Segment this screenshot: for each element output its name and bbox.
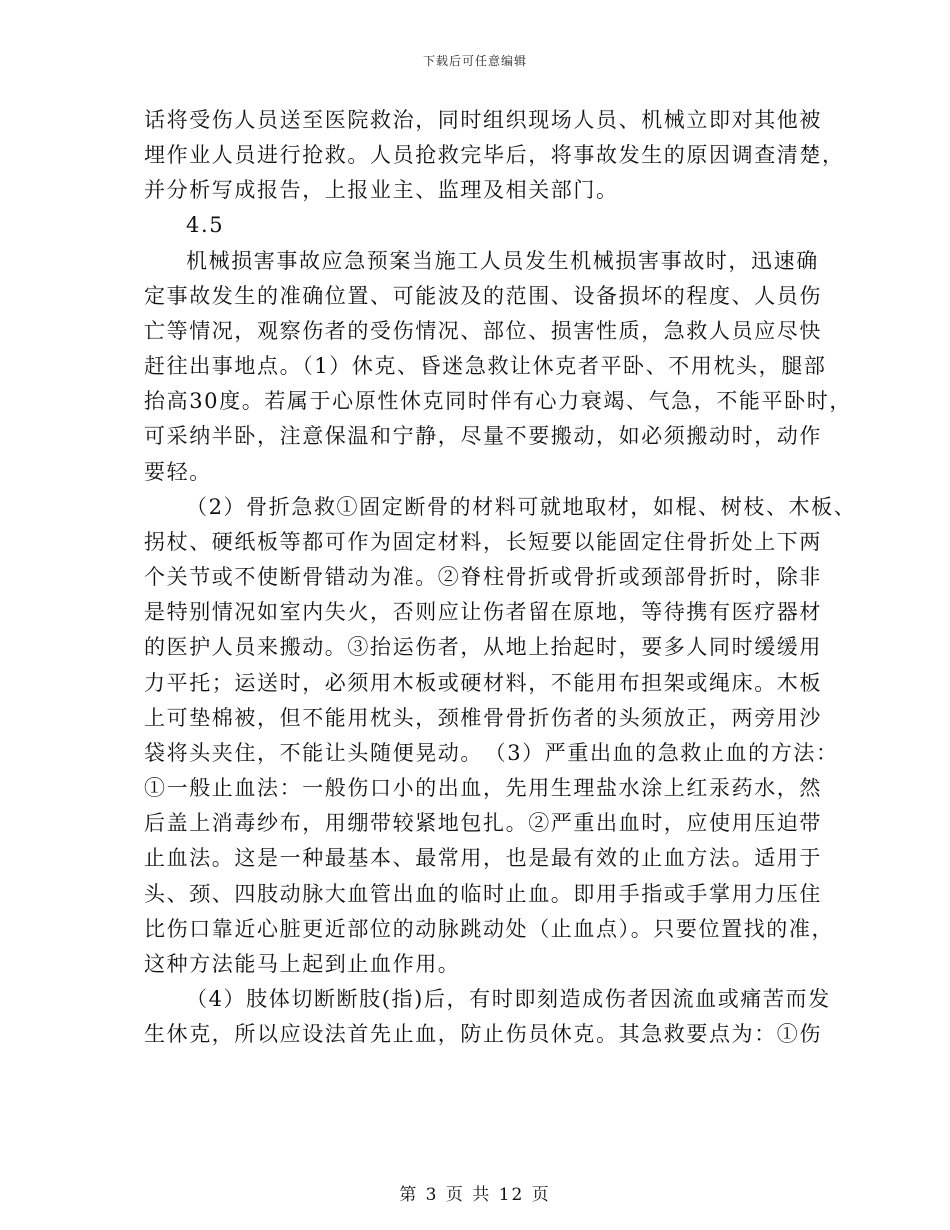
text-line: 上可垫棉被，但不能用枕头，颈椎骨骨折伤者的头须放正，两旁用沙 <box>144 706 822 730</box>
text-line: （2）骨折急救①固定断骨的材料可就地取材，如棍、树枝、木板、 <box>186 495 857 519</box>
text-line: 定事故发生的准确位置、可能波及的范围、设备损坏的程度、人员伤 <box>144 284 822 308</box>
text-line: 抬高30度。若属于心原性休克同时伴有心力衰竭、气急，不能平卧时， <box>144 389 852 413</box>
text-line: 亡等情况，观察伤者的受伤情况、部位、损害性质，急救人员应尽快 <box>144 319 822 343</box>
text-line: 袋将头夹住，不能让头随便晃动。 （3）严重出血的急救止血的方法： <box>144 741 839 765</box>
text-line: 机械损害事故应急预案当施工人员发生机械损害事故时，迅速确 <box>186 249 819 273</box>
text-line: ①一般止血法：一般伤口小的出血，先用生理盐水涂上红汞药水，然 <box>144 776 822 800</box>
text-line: 拐杖、硬纸板等都可作为固定材料，长短要以能固定住骨折处上下两 <box>144 530 822 554</box>
text-line: 力平托；运送时，必须用木板或硬材料，不能用布担架或绳床。木板 <box>144 671 822 695</box>
text-line: 这种方法能马上起到止血作用。 <box>144 952 461 976</box>
text-line: 生休克，所以应设法首先止血，防止伤员休克。其急救要点为：①伤 <box>144 1022 822 1046</box>
text-line: 可采纳半卧，注意保温和宁静，尽量不要搬动，如必须搬动时，动作 <box>144 424 822 448</box>
page-footer: 第 3 页 共 12 页 <box>399 1185 551 1205</box>
text-line: 的医护人员来搬动。③抬运伤者，从地上抬起时，要多人同时缓缓用 <box>144 635 822 659</box>
text-line: 个关节或不使断骨错动为准。②脊柱骨折或骨折或颈部骨折时，除非 <box>144 565 822 589</box>
text-line: （4）肢体切断断肢(指)后，有时即刻造成伤者因流血或痛苦而发 <box>186 987 831 1011</box>
text-line: 头、颈、四肢动脉大血管出血的临时止血。即用手指或手掌用力压住 <box>144 882 822 906</box>
text-line: 是特别情况如室内失火，否则应让伤者留在原地，等待携有医疗器材 <box>144 600 822 624</box>
text-line: 并分析写成报告，上报业主、监理及相关部门。 <box>144 178 619 202</box>
text-line: 要轻。 <box>144 460 212 484</box>
text-line: 埋作业人员进行抢救。人员抢救完毕后，将事故发生的原因调查清楚， <box>144 143 845 167</box>
text-line: 后盖上消毒纱布，用绷带较紧地包扎。②严重出血时，应使用压迫带 <box>144 811 822 835</box>
text-line: 赶往出事地点。（1）休克、昏迷急救让休克者平卧、不用枕头，腿部 <box>144 354 827 378</box>
text-line: 比伤口靠近心脏更近部位的动脉跳动处（止血点）。只要位置找的准， <box>144 917 835 941</box>
page-header: 下载后可任意编辑 <box>422 54 527 68</box>
text-line: 话将受伤人员送至医院救治，同时组织现场人员、机械立即对其他被 <box>144 108 822 132</box>
text-line: 止血法。这是一种最基本、最常用，也是最有效的止血方法。适用于 <box>144 846 822 870</box>
section-number: 4.5 <box>186 213 225 237</box>
